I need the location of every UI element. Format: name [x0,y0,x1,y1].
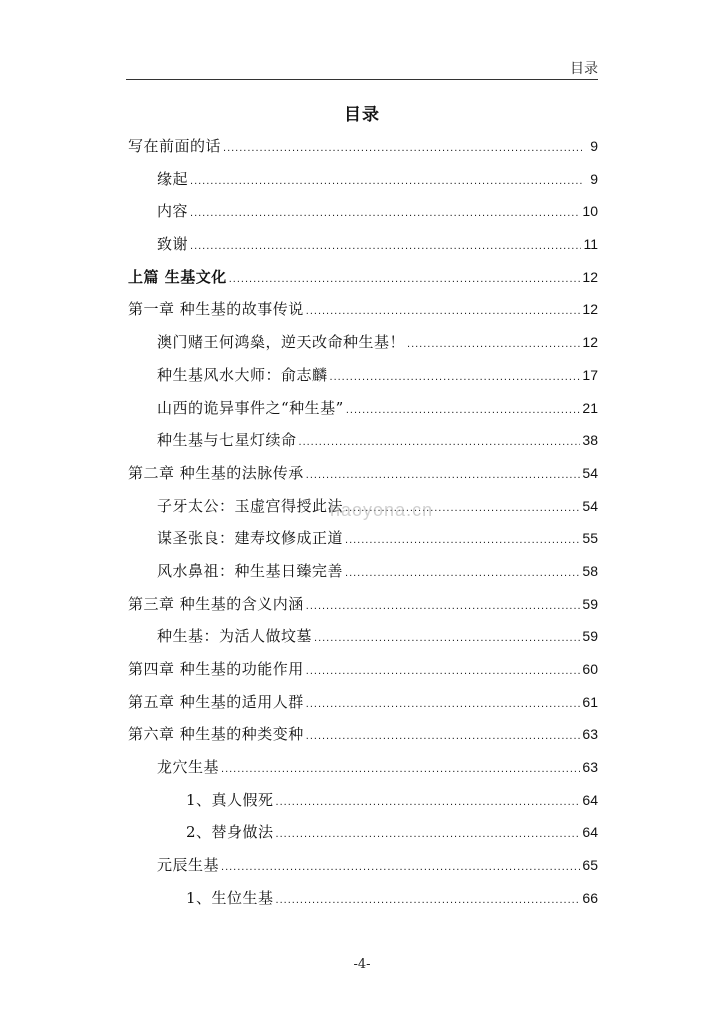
toc-dot-leader [314,622,580,655]
toc-dot-leader [330,361,581,394]
toc-dot-leader [221,851,580,884]
toc-entry-label: 种生基与七星灯续命 [157,431,297,450]
toc-entry-page: 12 [582,268,598,285]
toc-entry[interactable] [128,457,598,490]
toc-entry-label: 2、替身做法 [186,823,274,842]
toc-entry-label: 山西的诡异事件之“种生基” [157,398,344,417]
toc-entry-page: 9 [590,170,598,187]
toc-entry-label: 种生基风水大师：俞志麟 [157,365,328,384]
toc-entry-page: 60 [582,661,598,677]
toc-entry[interactable] [128,882,598,915]
toc-dot-leader [306,590,581,623]
toc-entry[interactable] [128,293,598,326]
toc-entry-label: 澳门赌王何鸿燊，逆天改命种生基！ [157,333,406,352]
toc-dot-leader [306,655,581,688]
toc-entry-page: 59 [582,595,598,612]
toc-dot-leader [407,328,580,361]
toc-entry-page: 12 [582,334,598,351]
toc-entry[interactable] [128,195,598,228]
toc-entry-label: 风水鼻祖：种生基日臻完善 [157,561,344,580]
toc-entry-page: 58 [582,562,598,579]
toc-dot-leader [229,263,581,296]
toc-entry[interactable] [128,326,598,359]
toc-entry-label: 第二章 种生基的法脉传承 [128,463,304,482]
toc-dot-leader [221,753,580,786]
toc-entry-label: 种生基：为活人做坟墓 [157,627,313,646]
toc-entry-page: 65 [582,857,598,874]
toc-entry-page: 64 [582,824,598,841]
toc-entry-page: 10 [582,203,598,220]
toc-entry-label: 元辰生基 [157,856,220,875]
toc-dot-leader [190,197,580,230]
toc-entry-label: 谋圣张良：建寿坟修成正道 [157,529,344,548]
toc-entry[interactable] [128,163,598,196]
toc-entry-label: 子牙太公：玉虚宫得授此法 [157,496,344,515]
toc-dot-leader [276,786,581,819]
toc-entry[interactable] [128,849,598,882]
toc-entry-page: 21 [582,399,598,416]
toc-entry[interactable] [128,620,598,653]
toc-entry-label: 写在前面的话 [128,137,222,155]
toc-entry[interactable] [128,359,598,392]
toc-entry[interactable] [128,718,598,751]
toc-entry[interactable] [128,261,598,294]
toc-entry-label: 致谢 [157,235,189,254]
toc-entry[interactable] [128,784,598,817]
toc-entry-label: 第五章 种生基的适用人群 [128,692,304,711]
toc-entry[interactable] [128,522,598,555]
toc-entry[interactable] [128,751,598,784]
toc-entry[interactable] [128,130,598,163]
toc-dot-leader [299,426,581,459]
toc-entry-page: 59 [582,628,598,645]
toc-entry-label: 第六章 种生基的种类变种 [128,725,304,744]
toc-entry-label: 1、生位生基 [186,888,274,907]
toc-dot-leader [306,720,581,753]
toc-dot-leader [190,230,581,263]
toc-entry-label: 第一章 种生基的故事传说 [128,300,304,319]
toc-entry-page: 38 [582,432,598,449]
toc-entry-page: 61 [582,693,598,710]
toc-entry[interactable] [128,816,598,849]
toc-entry-page: 63 [582,726,598,743]
running-header: 目录 [570,61,598,77]
header-divider [126,79,598,80]
page-number: -4- [353,957,371,972]
toc-entry-page: 55 [582,530,598,547]
toc-entry-label: 上篇 生基文化 [128,267,227,286]
toc-entry-page: 9 [590,138,598,154]
toc-entry[interactable] [128,392,598,425]
toc-entry-label: 内容 [157,202,189,221]
toc-dot-leader [223,132,582,165]
toc-dot-leader [276,818,581,851]
watermark: haoyona.cn [330,500,434,520]
toc-entry[interactable] [128,555,598,588]
toc-entry-page: 17 [582,366,598,383]
toc-entry[interactable] [128,228,598,261]
table-of-contents [128,130,598,915]
toc-dot-leader [346,394,581,427]
toc-entry-label: 缘起 [157,169,189,188]
toc-dot-leader [276,884,581,917]
toc-entry[interactable] [128,653,598,686]
toc-entry-label: 龙穴生基 [157,758,220,777]
toc-entry-page: 64 [582,791,598,808]
toc-entry-page: 66 [582,889,598,906]
toc-entry-page: 11 [583,236,598,253]
toc-entry-label: 第三章 种生基的含义内涵 [128,594,304,613]
toc-entry[interactable] [128,424,598,457]
toc-entry-label: 1、真人假死 [186,790,274,809]
toc-entry[interactable] [128,588,598,621]
toc-entry[interactable] [128,686,598,719]
toc-dot-leader [306,459,581,492]
toc-dot-leader [190,165,582,198]
toc-dot-leader [306,688,581,721]
toc-dot-leader [345,524,580,557]
toc-entry-page: 54 [582,464,598,481]
toc-entry-page: 54 [582,497,598,514]
toc-dot-leader [345,557,580,590]
toc-entry-label: 第四章 种生基的功能作用 [128,660,304,678]
toc-entry-page: 63 [582,759,598,776]
toc-entry-page: 12 [582,301,598,318]
toc-title: 目录 [344,105,380,125]
toc-dot-leader [306,295,581,328]
